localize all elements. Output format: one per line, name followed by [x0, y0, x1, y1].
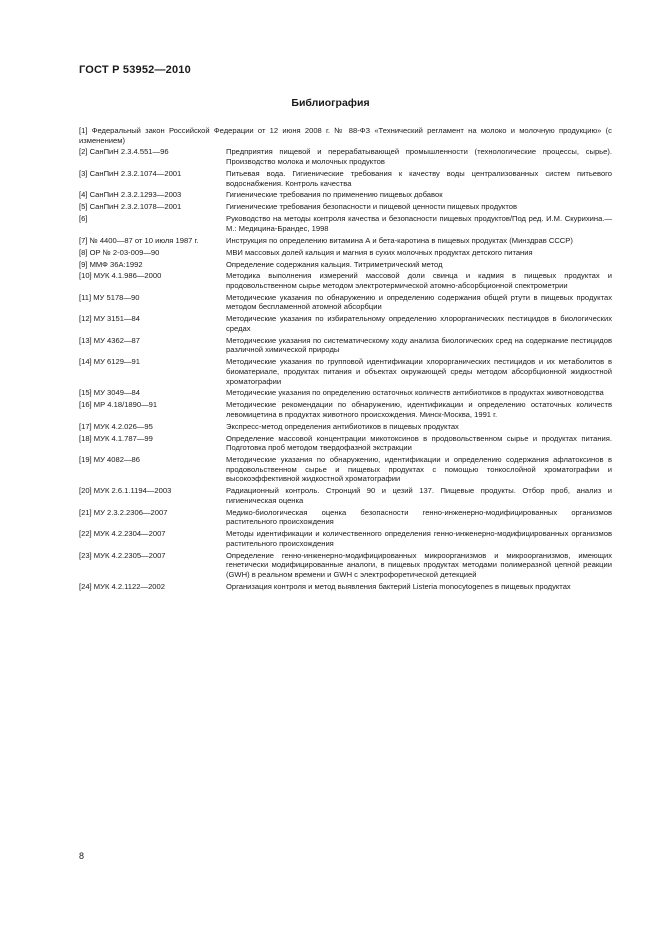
- bibliography-entry: [79, 190, 612, 200]
- reference-title: Руководство на методы контроля качества и безопасности пищевых продуктов/Под ред. И.М. Скурихина.— М.: Медицина-Брандес, 1998: [226, 214, 612, 233]
- bibliography-entry: [79, 486, 612, 505]
- bibliography-entry: [79, 388, 612, 398]
- reference-code: МУК 4.2.2304—2007: [93, 529, 166, 539]
- reference-number: [8]: [79, 247, 88, 257]
- bibliography-entry: [79, 214, 612, 233]
- bibliography-entry: [79, 236, 612, 246]
- bibliography-entry: [79, 248, 612, 258]
- reference-label: [79, 388, 226, 398]
- reference-title: Определение генно-инженерно-модифицированных микроорганизмов и микроорганизмов, имеющих генетически модифицированные аналоги, в пищевых продуктах методами полимеразной цепной реакции (GWH) в реальном времени и GWH с электрофоретической детекцией: [226, 550, 612, 579]
- reference-number: [4]: [79, 190, 88, 200]
- reference-code: МУК 4.2.2305—2007: [93, 550, 166, 560]
- section-title: Библиография: [291, 97, 370, 109]
- bibliography-entry: [79, 422, 612, 432]
- reference-number: [1]: [79, 126, 88, 135]
- reference-label: [79, 357, 226, 386]
- reference-number: [17]: [79, 421, 92, 431]
- reference-title: Гигиенические требования безопасности и пищевой ценности пищевых продуктов: [226, 202, 517, 212]
- page-number: 8: [79, 851, 85, 861]
- reference-number: [11]: [79, 292, 92, 302]
- reference-title: Федеральный закон Российской Федерации от 12 июня 2008 г. № 88-ФЗ «Технический регламент на молоко и молочную продукцию» (с изменением): [79, 126, 612, 145]
- reference-number: [6]: [79, 214, 88, 224]
- reference-number: [9]: [79, 259, 88, 269]
- reference-label: [79, 202, 226, 212]
- reference-label: [79, 400, 226, 419]
- reference-number: [12]: [79, 314, 92, 324]
- reference-number: [15]: [79, 388, 92, 398]
- reference-code: СанПиН 2.3.2.1074—2001: [89, 168, 182, 178]
- reference-title: Методические указания по систематическому ходу анализа биологических сред на содержание пестицидов различной химической природы: [226, 335, 612, 355]
- reference-label: [79, 260, 226, 270]
- reference-label: [79, 293, 226, 312]
- reference-code: МУК 4.2.026—95: [93, 421, 153, 431]
- reference-code: МР 4.18/1890—91: [93, 400, 158, 410]
- reference-code: МУ 3049—84: [93, 388, 140, 398]
- bibliography-entry: [79, 293, 612, 312]
- reference-title: Медико-биологическая оценка безопасности генно-инженерно-модифицированных организмов растительного происхождения: [226, 507, 612, 527]
- reference-label: [79, 551, 226, 580]
- reference-code: СанПиН 2.3.4.551—96: [89, 147, 169, 157]
- reference-number: [24]: [79, 581, 92, 591]
- reference-label: [79, 336, 226, 355]
- reference-code: СанПиН 2.3.2.1078—2001: [89, 202, 182, 212]
- reference-title: Методические указания по обнаружению и определению содержания общей ртути в пищевых продуктах методом беспламенной атомной абсорбции: [226, 292, 612, 312]
- reference-number: [23]: [79, 550, 92, 560]
- bibliography-entry: [79, 169, 612, 188]
- reference-number: [5]: [79, 202, 88, 212]
- reference-title: МВИ массовых долей кальция и магния в сухих молочных продуктах детского питания: [226, 247, 533, 257]
- bibliography-entry: [79, 434, 612, 453]
- reference-code: ММФ 36А:1992: [89, 259, 143, 269]
- bibliography-entry: [79, 260, 612, 270]
- bibliography-entry: [79, 508, 612, 527]
- reference-code: МУК 4.1.986—2000: [93, 271, 162, 281]
- bibliography-entry: [79, 336, 612, 355]
- reference-title: Гигиенические требования по применению пищевых добавок: [226, 190, 443, 200]
- reference-number: [2]: [79, 147, 88, 157]
- reference-label: [79, 271, 226, 290]
- reference-title: Методические рекомендации по обнаружению, идентификации и определению остаточных количеств левомицетина в продуктах животного происхождения. Минск-Москва, 1991 г.: [226, 400, 612, 419]
- reference-code: СанПиН 2.3.2.1293—2003: [89, 190, 182, 200]
- reference-number: [20]: [79, 486, 92, 496]
- bibliography-entry: [79, 551, 612, 580]
- reference-title: Предприятия пищевой и перерабатывающей промышленности (технологические процессы, сырье). Производство молока и молочных продуктов: [226, 147, 612, 167]
- reference-label: [79, 147, 226, 166]
- reference-number: [10]: [79, 271, 92, 281]
- reference-title: Питьевая вода. Гигиенические требования к качеству воды централизованных систем питьевого водоснабжения. Контроль качества: [226, 168, 612, 188]
- reference-label: [79, 486, 226, 505]
- bibliography-entry: [79, 455, 612, 484]
- reference-label: [79, 190, 226, 200]
- reference-code: МУ 3151—84: [93, 314, 140, 324]
- reference-title: Радиационный контроль. Стронций 90 и цезий 137. Пищевые продукты. Отбор проб, анализ и гигиеническая оценка: [226, 486, 612, 505]
- reference-number: [13]: [79, 335, 92, 345]
- reference-label: [79, 169, 226, 188]
- bibliography-entry: [79, 314, 612, 333]
- reference-label: [79, 422, 226, 432]
- reference-code: МУК 2.6.1.1194—2003: [93, 486, 172, 496]
- reference-code: МУ 2.3.2.2306—2007: [93, 507, 168, 517]
- reference-code: МУ 6129—91: [93, 357, 140, 367]
- reference-label: [79, 236, 226, 246]
- reference-title: Методические указания по определению остаточных количеств антибиотиков в продуктах животноводства: [226, 388, 604, 398]
- reference-code: № 4400—87 от 10 июля 1987 г.: [89, 235, 199, 245]
- reference-title: Инструкция по определению витамина А и бета-каротина в пищевых продуктах (Минздрав СССР): [226, 235, 573, 245]
- reference-number: [3]: [79, 168, 88, 178]
- bibliography-list: [79, 126, 612, 594]
- standard-id: ГОСТ Р 53952—2010: [79, 64, 191, 76]
- reference-code: ОР № 2-03-009—90: [89, 247, 160, 257]
- bibliography-entry: [79, 357, 612, 386]
- bibliography-entry: [79, 202, 612, 212]
- bibliography-entry: [79, 126, 612, 145]
- bibliography-entry: [79, 271, 612, 290]
- reference-code: МУ 5178—90: [93, 292, 140, 302]
- bibliography-entry: [79, 400, 612, 419]
- reference-title: Организация контроля и метод выявления бактерий Listeria monocytogenes в пищевых продуктах: [226, 581, 571, 591]
- reference-number: [21]: [79, 507, 92, 517]
- reference-number: [19]: [79, 455, 92, 465]
- reference-label: [79, 248, 226, 258]
- reference-title: Определение содержания кальция. Титриметрический метод: [226, 259, 443, 269]
- reference-label: [79, 529, 226, 548]
- reference-code: МУК 4.1.787—99: [93, 433, 153, 443]
- reference-label: [79, 214, 226, 233]
- reference-code: МУ 4082—86: [93, 455, 140, 465]
- reference-label: [79, 508, 226, 527]
- reference-number: [16]: [79, 400, 92, 410]
- reference-label: [79, 314, 226, 333]
- reference-title: Экспресс-метод определения антибиотиков в пищевых продуктах: [226, 421, 459, 431]
- reference-title: Методические указания по групповой идентификации хлорорганических пестицидов и их метаболитов в биоматериале, продуктах питания и объектах окружающей среды методом абсорбционной жидкостной хроматографии: [226, 357, 612, 386]
- reference-number: [7]: [79, 235, 88, 245]
- reference-code: МУ 4362—87: [93, 335, 140, 345]
- reference-code: МУК 4.2.1122—2002: [93, 581, 165, 591]
- reference-title: Определение массовой концентрации микотоксинов в продовольственном сырье и продуктах питания. Подготовка проб методом твердофазной экстракции: [226, 433, 612, 453]
- reference-label: [79, 582, 226, 592]
- bibliography-entry: [79, 147, 612, 166]
- bibliography-entry: [79, 582, 612, 592]
- reference-title: Методика выполнения измерений массовой доли свинца и кадмия в пищевых продуктах и продовольственном сырье методом электротермической атомно-абсорбционной спектрометрии: [226, 271, 612, 290]
- reference-number: [18]: [79, 433, 92, 443]
- reference-number: [14]: [79, 357, 92, 367]
- reference-title: Методические указания по обнаружению, идентификации и определению содержания афлатоксинов в продовольственном сырье и пищевых продуктах с помощью тонкослойной хроматографии и высокоэффективной жидкостной хроматографии: [226, 455, 612, 484]
- reference-label: [79, 455, 226, 484]
- bibliography-entry: [79, 529, 612, 548]
- reference-label: [79, 434, 226, 453]
- reference-number: [22]: [79, 529, 92, 539]
- reference-title: Методы идентификации и количественного определения генно-инженерно-модифицированных организмов растительного происхождения: [226, 529, 612, 548]
- reference-title: Методические указания по избирательному определению хлорорганических пестицидов в биологических средах: [226, 314, 612, 333]
